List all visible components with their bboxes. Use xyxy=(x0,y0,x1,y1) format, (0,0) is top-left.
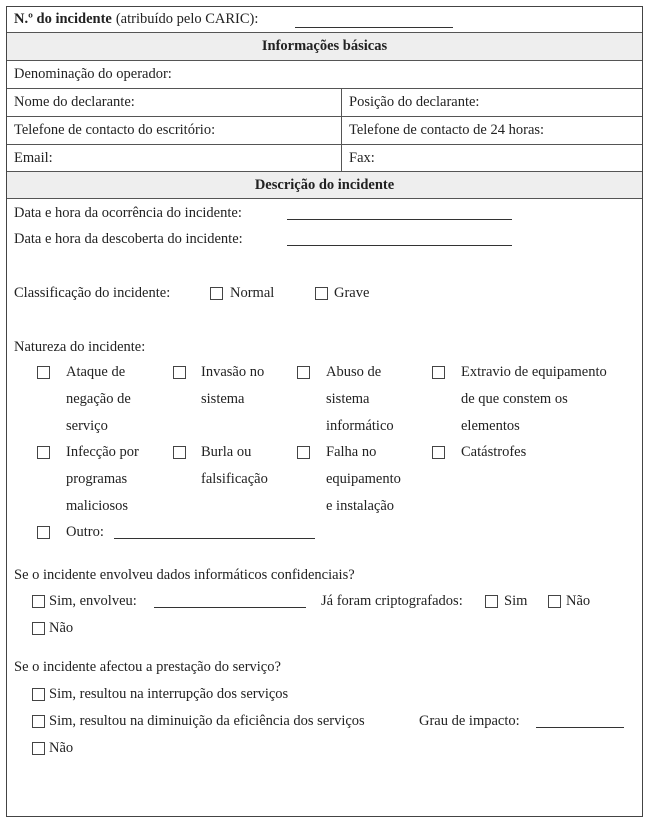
service-interruption-checkbox[interactable] xyxy=(32,688,45,701)
operator-row xyxy=(7,61,642,89)
nature-intrusion-checkbox[interactable] xyxy=(173,366,186,379)
nature-other-field[interactable] xyxy=(114,538,315,539)
phone-row xyxy=(7,117,642,145)
incident-number-label: N.º do incidente xyxy=(14,11,112,27)
encrypted-no-checkbox[interactable] xyxy=(548,595,561,608)
confidential-yes-field[interactable] xyxy=(154,607,306,608)
incident-number-field[interactable] xyxy=(295,27,453,28)
occurrence-datetime-field[interactable] xyxy=(287,219,512,220)
classification-grave-label: Grave xyxy=(334,285,370,301)
declarant-row xyxy=(7,89,642,117)
nature-intrusion-label: Invasão no sistema xyxy=(201,364,265,407)
nature-other-checkbox[interactable] xyxy=(37,526,50,539)
nature-failure-label: Falha no equipamento e instalação xyxy=(326,444,401,514)
nature-disaster-label: Catástrofes xyxy=(461,444,527,460)
nature-dos-label: Ataque de negação de serviço xyxy=(66,364,131,434)
confidential-question: Se o incidente envolveu dados informáticos confidenciais? xyxy=(14,567,355,583)
service-question: Se o incidente afectou a prestação do serviço? xyxy=(14,659,281,675)
nature-label: Natureza do incidente: xyxy=(14,339,146,355)
basic-info-title: Informações básicas xyxy=(7,33,642,60)
nature-fraud-label: Burla ou falsificação xyxy=(201,444,268,487)
declarant-name-field[interactable]: Nome do declarante: xyxy=(14,94,135,110)
service-decrease-checkbox[interactable] xyxy=(32,715,45,728)
encrypted-yes-checkbox[interactable] xyxy=(485,595,498,608)
incident-number-row xyxy=(7,7,642,33)
classification-grave-checkbox[interactable] xyxy=(315,287,328,300)
incident-report-form xyxy=(6,6,643,817)
nature-equipment-loss-checkbox[interactable] xyxy=(432,366,445,379)
confidential-yes-checkbox[interactable] xyxy=(32,595,45,608)
phone-24h-field[interactable]: Telefone de contacto de 24 horas: xyxy=(341,117,644,144)
service-decrease-label: Sim, resultou na diminuição da eficiência dos serviços xyxy=(49,713,365,729)
office-phone-field[interactable]: Telefone de contacto do escritório: xyxy=(14,122,216,138)
operator-name-field[interactable]: Denominação do operador: xyxy=(14,66,172,82)
confidential-no-checkbox[interactable] xyxy=(32,622,45,635)
impact-degree-label: Grau de impacto: xyxy=(419,713,520,729)
description-title: Descrição do incidente xyxy=(7,172,642,198)
nature-fraud-checkbox[interactable] xyxy=(173,446,186,459)
basic-info-header xyxy=(7,33,642,61)
nature-disaster-checkbox[interactable] xyxy=(432,446,445,459)
email-field[interactable]: Email: xyxy=(14,149,53,166)
discovery-datetime-field[interactable] xyxy=(287,245,512,246)
incident-number-note: (atribuído pelo CARIC): xyxy=(115,11,259,27)
service-interruption-label: Sim, resultou na interrupção dos serviços xyxy=(49,686,289,702)
confidential-yes-label: Sim, envolveu: xyxy=(49,593,137,609)
nature-equipment-loss-label: Extravio de equipamento de que constem os elementos xyxy=(461,364,607,434)
declarant-position-field[interactable]: Posição do declarante: xyxy=(341,89,644,116)
nature-abuse-checkbox[interactable] xyxy=(297,366,310,379)
nature-malware-label: Infecção por programas maliciosos xyxy=(66,444,139,514)
confidential-no-label: Não xyxy=(49,620,74,636)
classification-label: Classificação do incidente: xyxy=(14,285,171,301)
nature-abuse-label: Abuso de sistema informático xyxy=(326,364,394,434)
nature-dos-checkbox[interactable] xyxy=(37,366,50,379)
description-header xyxy=(7,172,642,199)
service-no-checkbox[interactable] xyxy=(32,742,45,755)
service-no-label: Não xyxy=(49,740,74,756)
encrypted-question: Já foram criptografados: xyxy=(321,593,463,609)
encrypted-yes-label: Sim xyxy=(504,593,528,609)
email-fax-row xyxy=(7,145,642,172)
fax-field[interactable]: Fax: xyxy=(341,145,644,171)
classification-normal-checkbox[interactable] xyxy=(210,287,223,300)
nature-failure-checkbox[interactable] xyxy=(297,446,310,459)
impact-degree-field[interactable] xyxy=(536,727,624,728)
discovery-datetime-label: Data e hora da descoberta do incidente: xyxy=(14,231,243,247)
occurrence-datetime-label: Data e hora da ocorrência do incidente: xyxy=(14,205,242,221)
nature-malware-checkbox[interactable] xyxy=(37,446,50,459)
classification-normal-label: Normal xyxy=(230,285,275,301)
nature-other-label: Outro: xyxy=(66,524,104,540)
encrypted-no-label: Não xyxy=(566,593,591,609)
